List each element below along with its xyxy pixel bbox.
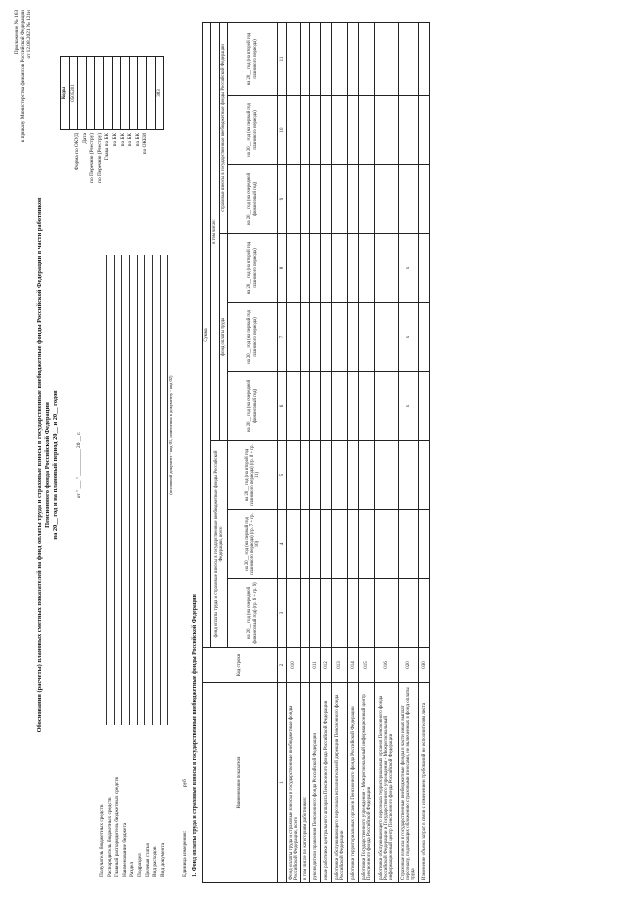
value-cell[interactable] (321, 96, 332, 165)
table-row (399, 23, 419, 883)
value-cell[interactable] (310, 165, 321, 234)
field-label: Подраздел (136, 853, 143, 877)
table-row (419, 23, 430, 883)
col-number: 2 (278, 648, 287, 683)
value-cell[interactable] (419, 165, 430, 234)
code-label: по БК (119, 133, 126, 147)
value-cell[interactable] (419, 372, 430, 441)
value-cell[interactable] (399, 510, 419, 579)
value-cell[interactable] (301, 372, 310, 441)
code-label: Глава по БК (104, 133, 111, 161)
col-header-name: Наименование показателя (203, 683, 278, 883)
row-name: Фонд оплаты труда и страховые взносы в государственные внебюджетные фонды Российской Федерации, всего (287, 683, 301, 883)
code-cell[interactable] (121, 57, 130, 130)
table-row (375, 23, 399, 883)
code-cell[interactable] (112, 57, 121, 130)
value-cell[interactable] (332, 579, 348, 648)
value-cell[interactable] (375, 96, 399, 165)
row-name: иные работники центрального аппарата Пенсионного фонда Российской Федерации (321, 683, 332, 883)
title-line-2: Пенсионного фонда Российской Федерации (44, 402, 51, 528)
field-line[interactable] (121, 255, 122, 725)
value-cell[interactable] (359, 579, 375, 648)
field-label: Распорядитель бюджетных средств (106, 797, 113, 877)
row-code (301, 648, 310, 683)
sub-header: на 20__ год (на очередной финансовый год) (гр. 6 + гр. 9) (228, 579, 278, 648)
row-name: работники территориальных органов Пенсионного фонда Российской Федерации (348, 683, 359, 883)
form-title (36, 55, 60, 875)
value-cell[interactable] (359, 165, 375, 234)
value-cell[interactable] (419, 303, 430, 372)
table-body (287, 23, 430, 883)
value-cell[interactable] (399, 441, 419, 510)
code-label: Форма по ОКУД (74, 133, 80, 171)
value-cell[interactable] (399, 23, 419, 96)
table-row (321, 23, 332, 883)
col-number: 6 (278, 372, 287, 441)
code-cell[interactable] (86, 57, 95, 130)
field-label: Вид документа (159, 842, 166, 877)
col-header-sum: Сумма (203, 23, 211, 648)
value-cell[interactable] (321, 23, 332, 96)
sub-header: на 20__ год (на первый год планового периода) (228, 96, 278, 165)
row-code: 020 (399, 648, 419, 683)
value-cell[interactable] (348, 441, 359, 510)
value-cell[interactable] (399, 579, 419, 648)
group-header-fot: фонд оплаты труда (219, 234, 227, 441)
col-number: 9 (278, 165, 287, 234)
row-name: работники обслуживающего персонала исполнительной дирекции Пенсионного фонда Российской Федерации (332, 683, 348, 883)
value-cell[interactable] (287, 165, 301, 234)
value-cell[interactable] (419, 23, 430, 96)
sub-header: на 20__ год (на очередной финансовый год) (228, 165, 278, 234)
codes-header: Коды (61, 57, 70, 130)
unit-label: Единица измерения: (182, 830, 188, 877)
col-number: 10 (278, 96, 287, 165)
table-row (348, 23, 359, 883)
value-cell[interactable] (301, 23, 310, 96)
value-cell[interactable] (287, 510, 301, 579)
value-cell[interactable] (375, 303, 399, 372)
value-cell[interactable] (287, 372, 301, 441)
code-labels (74, 133, 150, 237)
value-cell[interactable]: x (399, 372, 419, 441)
code-label: по БК (134, 133, 141, 147)
value-cell[interactable] (321, 303, 332, 372)
group-header-in-that: в том числе: (211, 23, 219, 441)
value-cell[interactable] (348, 23, 359, 96)
value-cell[interactable] (348, 372, 359, 441)
row-name: Изменение объема затрат в связи с изменением требований не исполнителям листа (419, 683, 430, 883)
sub-header: на 20__ год (на первый год планового периода) (228, 303, 278, 372)
value-cell[interactable] (332, 510, 348, 579)
field-line[interactable] (114, 255, 115, 725)
value-cell[interactable] (310, 234, 321, 303)
field-label: Раздел (129, 862, 136, 877)
code-label: Дата (81, 133, 88, 144)
row-code: 015 (359, 648, 375, 683)
value-cell[interactable] (287, 303, 301, 372)
appendix-block (14, 10, 32, 200)
value-cell[interactable] (359, 372, 375, 441)
row-name: в том числе по категориям работников: (301, 683, 310, 883)
row-code: 016 (375, 648, 399, 683)
field-label: Вид расходов (152, 846, 159, 877)
value-cell[interactable] (348, 579, 359, 648)
value-cell[interactable] (310, 510, 321, 579)
table-row (359, 23, 375, 883)
title-line-3: на 20__ год и на плановый период 20__ и 20__ годов (52, 390, 59, 540)
value-cell[interactable] (348, 96, 359, 165)
code-label: по БК (111, 133, 118, 147)
table-row (310, 23, 321, 883)
group-header-insurance: страховые взносы в государственные внебюджетные фонды Российской Федерации (219, 23, 227, 234)
value-cell[interactable] (332, 441, 348, 510)
field-label: Главный распорядитель бюджетных средств (114, 776, 121, 877)
code-cell[interactable] (95, 57, 104, 130)
row-code: 013 (332, 648, 348, 683)
code-label: по БК (127, 133, 134, 147)
row-name: Страховые взносы в государственные внебюджетные фонды в части иных выплат персоналу, подлежащих обложению страховыми взносами, не включенных в фонд оплаты труда (399, 683, 419, 883)
col-header-code: Код строки (203, 648, 278, 683)
value-cell[interactable] (321, 372, 332, 441)
value-cell[interactable] (359, 96, 375, 165)
code-label: по Перечню (Реестру) (96, 133, 103, 183)
code-label: по ОКЕИ (142, 133, 149, 155)
value-cell[interactable] (419, 441, 430, 510)
value-cell[interactable] (399, 96, 419, 165)
field-line[interactable] (129, 255, 130, 725)
doc-type-hint: (основной документ - код 01, изменения к документу - код 02) (168, 375, 173, 495)
value-cell[interactable] (287, 579, 301, 648)
value-cell[interactable] (359, 441, 375, 510)
field-line[interactable] (106, 255, 107, 725)
value-cell[interactable] (310, 372, 321, 441)
code-cell[interactable] (138, 57, 147, 130)
row-name: работники обслуживающего персонала территориальных органов Пенсионного фонда Российской Федерации и Государственного учреждения - Межрегиональный информационный центр Пенсионного фонда Российской Федерации (375, 683, 399, 883)
appendix-line-1: Приложение № 163 (14, 10, 20, 55)
row-code: 030 (419, 648, 430, 683)
value-cell[interactable] (359, 234, 375, 303)
value-cell[interactable] (301, 579, 310, 648)
codes-table (60, 56, 164, 130)
value-cell[interactable] (321, 165, 332, 234)
main-table (202, 22, 430, 883)
value-cell[interactable] (287, 234, 301, 303)
group-header-total: фонд оплаты труда и страховые взносы в государственные внебюджетные фонды Российской Федерации, всего (211, 441, 228, 648)
value-cell[interactable] (332, 234, 348, 303)
value-cell[interactable] (375, 23, 399, 96)
sub-header: на 20__ год (на очередной финансовый год) (228, 372, 278, 441)
value-cell[interactable] (332, 23, 348, 96)
value-cell[interactable] (287, 23, 301, 96)
value-cell[interactable] (301, 234, 310, 303)
sub-header: на 20__ год (на второй год планового периода) (228, 23, 278, 96)
value-cell[interactable] (419, 234, 430, 303)
sub-header: на 20__ год (на первый год планового периода) (гр. 7 + гр. 10) (228, 510, 278, 579)
field-labels (99, 727, 167, 877)
field-line[interactable] (137, 255, 138, 725)
value-cell[interactable] (310, 96, 321, 165)
code-cell[interactable]: 383 (155, 57, 164, 130)
row-code: 011 (310, 648, 321, 683)
value-cell[interactable] (310, 303, 321, 372)
field-line[interactable] (152, 255, 153, 725)
table-row (301, 23, 310, 883)
col-number: 11 (278, 23, 287, 96)
section-title: 1. Фонд оплаты труда и страховые взносы в государственные внебюджетные фонды Российской Федерации (192, 594, 198, 877)
value-cell[interactable] (348, 510, 359, 579)
code-label: по Перечню (Реестру) (89, 133, 96, 183)
value-cell[interactable]: x (399, 303, 419, 372)
appendix-line-3: от 12.08.2021 № 121н (26, 10, 33, 59)
title-line-1: Обоснования (расчеты) плановых сметных показателей на фонд оплаты труда и страховые взносы в государственные внебюджетные фонды Российской Федерации в части работников (36, 197, 43, 733)
sub-header: на 20__ год (на второй год планового периода) (гр. 8 + гр. 11) (228, 441, 278, 510)
table-row (332, 23, 348, 883)
value-cell[interactable] (419, 579, 430, 648)
row-name: руководители правления Пенсионного фонда Российской Федерации (310, 683, 321, 883)
table-row (287, 23, 301, 883)
value-cell[interactable] (301, 165, 310, 234)
col-number: 1 (278, 683, 287, 883)
value-cell[interactable] (310, 579, 321, 648)
value-cell[interactable] (332, 165, 348, 234)
value-cell[interactable] (332, 303, 348, 372)
value-cell[interactable] (310, 23, 321, 96)
value-cell[interactable] (399, 165, 419, 234)
value-cell[interactable] (321, 510, 332, 579)
value-cell[interactable] (375, 441, 399, 510)
value-cell[interactable] (321, 579, 332, 648)
field-line[interactable] (144, 255, 145, 725)
value-cell[interactable] (359, 23, 375, 96)
col-number: 8 (278, 234, 287, 303)
value-cell[interactable] (301, 96, 310, 165)
col-number: 7 (278, 303, 287, 372)
value-cell[interactable] (301, 441, 310, 510)
row-name: работники Государственного учреждения - Межрегиональный информационный центр Пенсионного фонда Российской Федерации (359, 683, 375, 883)
code-cell[interactable] (129, 57, 138, 130)
code-cell[interactable]: 0505201 (69, 57, 78, 130)
unit-value: руб (182, 779, 188, 787)
value-cell[interactable] (375, 234, 399, 303)
code-cell[interactable] (146, 57, 155, 130)
value-cell[interactable] (332, 96, 348, 165)
value-cell[interactable] (419, 96, 430, 165)
field-label: Целевая статья (144, 843, 151, 877)
field-label: Получатель бюджетных средств (99, 804, 105, 877)
value-cell[interactable] (348, 303, 359, 372)
value-cell[interactable] (287, 96, 301, 165)
date-line: от " ___ " __________ 20 __ г. (76, 431, 82, 499)
value-cell[interactable] (419, 510, 430, 579)
row-code: 010 (287, 648, 301, 683)
value-cell[interactable] (359, 510, 375, 579)
value-cell[interactable]: x (399, 234, 419, 303)
field-line[interactable] (160, 255, 161, 725)
row-code: 014 (348, 648, 359, 683)
col-number: 4 (278, 510, 287, 579)
value-cell[interactable] (375, 510, 399, 579)
sub-header: на 20__ год (на второй год планового периода) (228, 234, 278, 303)
value-cell[interactable] (287, 441, 301, 510)
code-cell[interactable] (78, 57, 87, 130)
value-cell[interactable] (321, 234, 332, 303)
value-cell[interactable] (321, 441, 332, 510)
col-number: 5 (278, 441, 287, 510)
value-cell[interactable] (348, 165, 359, 234)
value-cell[interactable] (375, 165, 399, 234)
value-cell[interactable] (359, 303, 375, 372)
value-cell[interactable] (348, 234, 359, 303)
value-cell[interactable] (332, 372, 348, 441)
row-code: 012 (321, 648, 332, 683)
code-cell[interactable] (103, 57, 112, 130)
value-cell[interactable] (375, 579, 399, 648)
field-label: Наименование бюджета (121, 822, 128, 877)
value-cell[interactable] (310, 441, 321, 510)
value-cell[interactable] (375, 372, 399, 441)
col-number: 3 (278, 579, 287, 648)
value-cell[interactable] (301, 510, 310, 579)
appendix-line-2: к приказу Министерства финансов Российской Федерации (20, 10, 27, 143)
value-cell[interactable] (301, 303, 310, 372)
